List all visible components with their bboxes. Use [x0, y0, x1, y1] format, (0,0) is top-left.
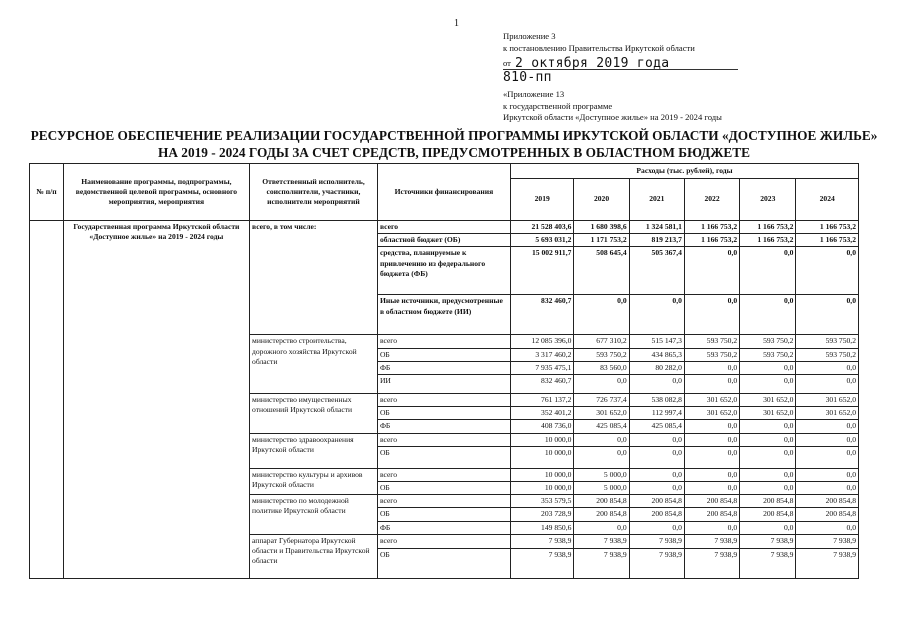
- header-year: 2021: [629, 179, 684, 221]
- value-cell: 761 137,2: [510, 394, 573, 407]
- value-cell: 200 854,8: [574, 508, 629, 521]
- header-year: 2023: [740, 179, 796, 221]
- value-cell: 0,0: [629, 446, 684, 468]
- value-cell: 10 000,0: [510, 482, 573, 495]
- source-cell: средства, планируемые к привлечению из федерального бюджета (ФБ): [377, 247, 510, 295]
- value-cell: 0,0: [740, 468, 796, 481]
- value-cell: 0,0: [796, 420, 859, 433]
- value-cell: 301 652,0: [684, 394, 739, 407]
- source-cell: всего: [377, 335, 510, 348]
- value-cell: 83 560,0: [574, 361, 629, 374]
- value-cell: 0,0: [740, 295, 796, 335]
- value-cell: 5 000,0: [574, 482, 629, 495]
- value-cell: 0,0: [684, 375, 739, 394]
- value-cell: 5 000,0: [574, 468, 629, 481]
- header-source: Источники финансирования: [377, 164, 510, 221]
- value-cell: 0,0: [684, 446, 739, 468]
- value-cell: 7 938,9: [796, 534, 859, 548]
- value-cell: 0,0: [796, 468, 859, 481]
- value-cell: 1 166 753,2: [740, 221, 796, 234]
- value-cell: 832 460,7: [510, 295, 573, 335]
- source-cell: ОБ: [377, 548, 510, 578]
- value-cell: 353 579,5: [510, 495, 573, 508]
- value-cell: 1 680 398,6: [574, 221, 629, 234]
- value-cell: 0,0: [629, 433, 684, 446]
- appendix-line-2: к постановлению Правительства Иркутской области: [503, 42, 695, 53]
- value-cell: 1 166 753,2: [684, 234, 739, 247]
- value-cell: 0,0: [684, 433, 739, 446]
- value-cell: 726 737,4: [574, 394, 629, 407]
- executor-cell: всего, в том числе:: [250, 221, 378, 335]
- executor-cell: министерство здравоохранения Иркутской области: [250, 433, 378, 468]
- value-cell: 515 147,3: [629, 335, 684, 348]
- source-cell: всего: [377, 468, 510, 481]
- value-cell: 0,0: [796, 521, 859, 534]
- value-cell: 1 166 753,2: [796, 221, 859, 234]
- value-cell: 425 085,4: [574, 420, 629, 433]
- source-cell: всего: [377, 433, 510, 446]
- appendix-line-4: «Приложение 13: [503, 89, 565, 100]
- value-cell: 1 166 753,2: [684, 221, 739, 234]
- value-cell: 0,0: [796, 361, 859, 374]
- value-cell: 0,0: [740, 420, 796, 433]
- value-cell: 200 854,8: [796, 508, 859, 521]
- value-cell: 0,0: [796, 446, 859, 468]
- value-cell: 0,0: [574, 375, 629, 394]
- value-cell: 819 213,7: [629, 234, 684, 247]
- value-cell: 832 460,7: [510, 375, 573, 394]
- executor-cell: министерство имущественных отношений Иркутской области: [250, 394, 378, 434]
- source-cell: Иные источники, предусмотренные в областном бюджете (ИИ): [377, 295, 510, 335]
- value-cell: 0,0: [684, 482, 739, 495]
- value-cell: 593 750,2: [684, 348, 739, 361]
- source-cell: ОБ: [377, 508, 510, 521]
- value-cell: 7 938,9: [510, 534, 573, 548]
- value-cell: 1 171 753,2: [574, 234, 629, 247]
- source-cell: всего: [377, 495, 510, 508]
- table-body: [30, 221, 859, 579]
- value-cell: 15 002 911,7: [510, 247, 573, 295]
- value-cell: 7 938,9: [574, 534, 629, 548]
- value-cell: 0,0: [629, 482, 684, 495]
- value-cell: 301 652,0: [684, 407, 739, 420]
- appendix-line-6: Иркутской области «Доступное жилье» на 2019 - 2024 годы: [503, 112, 722, 123]
- value-cell: 0,0: [740, 482, 796, 495]
- appendix-line-5: к государственной программе: [503, 100, 613, 111]
- source-cell: всего: [377, 394, 510, 407]
- value-cell: 352 401,2: [510, 407, 573, 420]
- page-title: РЕСУРСНОЕ ОБЕСПЕЧЕНИЕ РЕАЛИЗАЦИИ ГОСУДАРСТВЕННОЙ ПРОГРАММЫ ИРКУТСКОЙ ОБЛАСТИ «ДОСТУПНОЕ ЖИЛЬЕ» НА 2019 - 2024 ГОДЫ ЗА СЧЕТ СРЕДСТВ, ПРЕДУСМОТРЕННЫХ В ОБЛАСТНОМ БЮДЖЕТЕ: [30, 128, 878, 160]
- value-cell: 0,0: [684, 420, 739, 433]
- value-cell: 200 854,8: [684, 495, 739, 508]
- value-cell: 7 938,9: [684, 548, 739, 578]
- header-year: 2020: [574, 179, 629, 221]
- executor-cell: министерство культуры и архивов Иркутской области: [250, 468, 378, 494]
- value-cell: 7 938,9: [510, 548, 573, 578]
- source-cell: ФБ: [377, 521, 510, 534]
- value-cell: 538 082,8: [629, 394, 684, 407]
- value-cell: 21 528 403,6: [510, 221, 573, 234]
- value-cell: 0,0: [574, 446, 629, 468]
- value-cell: 505 367,4: [629, 247, 684, 295]
- value-cell: 12 085 396,0: [510, 335, 573, 348]
- value-cell: 1 324 581,1: [629, 221, 684, 234]
- executor-cell: аппарат Губернатора Иркутской области и Правительства Иркутской области: [250, 534, 378, 578]
- source-cell: ОБ: [377, 407, 510, 420]
- value-cell: 0,0: [629, 295, 684, 335]
- value-cell: 425 085,4: [629, 420, 684, 433]
- value-cell: 5 693 031,2: [510, 234, 573, 247]
- value-cell: 593 750,2: [796, 335, 859, 348]
- value-cell: 0,0: [796, 247, 859, 295]
- value-cell: 10 000,0: [510, 446, 573, 468]
- value-cell: 7 938,9: [740, 548, 796, 578]
- value-cell: 203 728,9: [510, 508, 573, 521]
- source-cell: ФБ: [377, 420, 510, 433]
- value-cell: 0,0: [740, 446, 796, 468]
- source-cell: всего: [377, 534, 510, 548]
- header-name: Наименование программы, подпрограммы, ведомственной целевой программы, основного мероприятия, мероприятия: [63, 164, 249, 221]
- value-cell: 0,0: [684, 468, 739, 481]
- table-row: [30, 221, 859, 234]
- value-cell: 200 854,8: [684, 508, 739, 521]
- value-cell: 0,0: [574, 433, 629, 446]
- header-expenses: Расходы (тыс. рублей), годы: [510, 164, 858, 179]
- value-cell: 0,0: [796, 295, 859, 335]
- source-cell: областной бюджет (ОБ): [377, 234, 510, 247]
- row-number-cell: [30, 221, 64, 579]
- value-cell: 1 166 753,2: [740, 234, 796, 247]
- value-cell: 7 938,9: [629, 548, 684, 578]
- value-cell: 7 938,9: [796, 548, 859, 578]
- value-cell: 408 736,0: [510, 420, 573, 433]
- value-cell: 301 652,0: [740, 394, 796, 407]
- value-cell: 0,0: [629, 375, 684, 394]
- executor-cell: министерство строительства, дорожного хозяйства Иркутской области: [250, 335, 378, 394]
- value-cell: 593 750,2: [740, 348, 796, 361]
- value-cell: 508 645,4: [574, 247, 629, 295]
- value-cell: 1 166 753,2: [796, 234, 859, 247]
- value-cell: 0,0: [740, 361, 796, 374]
- header-num: № п/п: [30, 164, 64, 221]
- source-cell: ИИ: [377, 375, 510, 394]
- value-cell: 0,0: [796, 433, 859, 446]
- value-cell: 0,0: [574, 521, 629, 534]
- value-cell: 7 938,9: [684, 534, 739, 548]
- appendix-line-1: Приложение 3: [503, 31, 556, 41]
- value-cell: 301 652,0: [740, 407, 796, 420]
- value-cell: 80 282,0: [629, 361, 684, 374]
- value-cell: 200 854,8: [740, 495, 796, 508]
- source-cell: ОБ: [377, 446, 510, 468]
- value-cell: 7 935 475,1: [510, 361, 573, 374]
- appendix-date-prefix: от: [503, 57, 511, 68]
- value-cell: 200 854,8: [629, 508, 684, 521]
- value-cell: 149 850,6: [510, 521, 573, 534]
- value-cell: 0,0: [629, 521, 684, 534]
- source-cell: ФБ: [377, 361, 510, 374]
- value-cell: 0,0: [740, 375, 796, 394]
- value-cell: 200 854,8: [796, 495, 859, 508]
- value-cell: 10 000,0: [510, 433, 573, 446]
- appendix-block: [503, 31, 803, 124]
- header-year: 2022: [684, 179, 739, 221]
- value-cell: 301 652,0: [574, 407, 629, 420]
- source-cell: всего: [377, 221, 510, 234]
- value-cell: 7 938,9: [740, 534, 796, 548]
- value-cell: 7 938,9: [574, 548, 629, 578]
- resource-table: [29, 163, 859, 579]
- appendix-date-value: 2 октября 2019 года: [514, 55, 670, 71]
- header-responsible: Ответственный исполнитель, соисполнители, участники, исполнители мероприятий: [250, 164, 378, 221]
- value-cell: 0,0: [796, 482, 859, 495]
- value-cell: 0,0: [684, 295, 739, 335]
- value-cell: 301 652,0: [796, 394, 859, 407]
- value-cell: 593 750,2: [684, 335, 739, 348]
- value-cell: 677 310,2: [574, 335, 629, 348]
- value-cell: 200 854,8: [574, 495, 629, 508]
- header-year: 2019: [510, 179, 573, 221]
- value-cell: 0,0: [740, 247, 796, 295]
- executor-cell: министерство по молодежной политике Иркутской области: [250, 495, 378, 535]
- value-cell: 112 997,4: [629, 407, 684, 420]
- value-cell: 301 652,0: [796, 407, 859, 420]
- value-cell: 593 750,2: [796, 348, 859, 361]
- value-cell: 0,0: [740, 433, 796, 446]
- value-cell: 10 000,0: [510, 468, 573, 481]
- program-name-cell: Государственная программа Иркутской области «Доступное жилье» на 2019 - 2024 годы: [63, 221, 249, 579]
- header-year: 2024: [796, 179, 859, 221]
- value-cell: 434 865,3: [629, 348, 684, 361]
- value-cell: 0,0: [684, 361, 739, 374]
- value-cell: 593 750,2: [574, 348, 629, 361]
- source-cell: ОБ: [377, 482, 510, 495]
- value-cell: 3 317 460,2: [510, 348, 573, 361]
- value-cell: 0,0: [629, 468, 684, 481]
- value-cell: 200 854,8: [629, 495, 684, 508]
- appendix-date-line: [503, 54, 738, 70]
- value-cell: 0,0: [796, 375, 859, 394]
- value-cell: 0,0: [684, 247, 739, 295]
- source-cell: ОБ: [377, 348, 510, 361]
- appendix-number: 810-пп: [503, 70, 552, 86]
- value-cell: 7 938,9: [629, 534, 684, 548]
- value-cell: 0,0: [740, 521, 796, 534]
- page-number: 1: [454, 18, 459, 29]
- value-cell: 200 854,8: [740, 508, 796, 521]
- value-cell: 0,0: [684, 521, 739, 534]
- value-cell: 0,0: [574, 295, 629, 335]
- value-cell: 593 750,2: [740, 335, 796, 348]
